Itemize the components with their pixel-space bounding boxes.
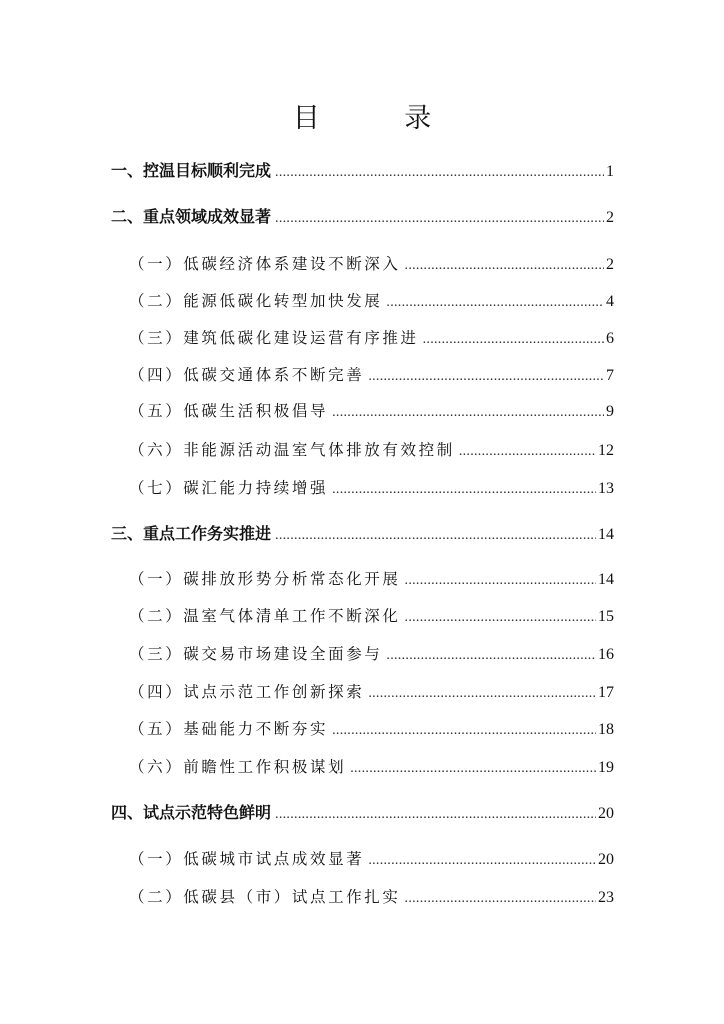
dot-leader [350, 756, 596, 782]
toc-entry-page-number: 20 [598, 851, 614, 868]
toc-entry-page-number: 18 [598, 721, 614, 738]
dot-leader [332, 400, 604, 426]
toc-entry[interactable] [111, 158, 614, 184]
toc-entry[interactable] [129, 437, 614, 463]
toc-entry[interactable] [129, 884, 614, 910]
toc-entry-page-number: 4 [606, 293, 614, 310]
toc-entry-label: 一、控温目标顺利完成 [111, 161, 272, 180]
toc-entry-label: 三、重点工作务实推进 [111, 524, 272, 543]
dot-leader [332, 718, 596, 744]
toc-entry-page-number: 12 [598, 442, 614, 459]
dot-leader [386, 643, 596, 669]
toc-entry[interactable] [111, 800, 614, 826]
toc-entry[interactable] [111, 521, 614, 547]
toc-entry-label: （三）碳交易市场建设全面参与 [129, 645, 383, 663]
toc-entry-label: （一）低碳经济体系建设不断深入 [129, 255, 401, 273]
toc-entry[interactable] [129, 716, 614, 742]
dot-leader [405, 605, 596, 631]
toc-entry-label: （二）温室气体清单工作不断深化 [129, 607, 401, 625]
toc-entry-page-number: 2 [606, 256, 614, 273]
toc-entry[interactable] [129, 325, 614, 351]
toc-entry-page-number: 20 [598, 805, 614, 822]
toc-entry-label: （二）能源低碳化转型加快发展 [129, 292, 383, 310]
toc-entry-page-number: 1 [606, 163, 614, 180]
toc-entry[interactable] [129, 641, 614, 667]
toc-entry-page-number: 23 [598, 889, 614, 906]
toc-entry-label: （四）低碳交通体系不断完善 [129, 366, 365, 384]
toc-entry-page-number: 13 [598, 480, 614, 497]
dot-leader [368, 848, 596, 874]
toc-entry[interactable] [129, 251, 614, 277]
dot-leader [405, 568, 596, 594]
toc-entry-label: （五）基础能力不断夯实 [129, 720, 329, 738]
toc-entry[interactable] [129, 754, 614, 780]
dot-leader [386, 290, 604, 316]
toc-entry-page-number: 15 [598, 608, 614, 625]
toc-entry-page-number: 9 [606, 403, 614, 420]
dot-leader [275, 206, 604, 232]
toc-entry-label: （三）建筑低碳化建设运营有序推进 [129, 329, 419, 347]
dot-leader [368, 681, 596, 707]
dot-leader [332, 477, 596, 503]
toc-entry[interactable] [129, 288, 614, 314]
toc-entry-page-number: 16 [598, 646, 614, 663]
toc-entry-page-number: 7 [606, 367, 614, 384]
dot-leader [275, 802, 596, 828]
toc-entry-label: 四、试点示范特色鲜明 [111, 803, 272, 822]
toc-entry[interactable] [129, 475, 614, 501]
dot-leader [423, 327, 604, 353]
toc-entry[interactable] [129, 566, 614, 592]
dot-leader [405, 886, 596, 912]
toc-entry-page-number: 2 [606, 209, 614, 226]
dot-leader [275, 160, 604, 186]
toc-entry-page-number: 19 [598, 759, 614, 776]
toc-entry-label: （六）前瞻性工作积极谋划 [129, 758, 347, 776]
toc-entry[interactable] [111, 204, 614, 230]
toc-entry-label: 二、重点领域成效显著 [111, 207, 272, 226]
toc-entry-label: （二）低碳县（市）试点工作扎实 [129, 888, 401, 906]
toc-entry-label: （一）低碳城市试点成效显著 [129, 850, 365, 868]
toc-entry[interactable] [129, 846, 614, 872]
toc-entry-label: （一）碳排放形势分析常态化开展 [129, 570, 401, 588]
toc-entry-label: （五）低碳生活积极倡导 [129, 402, 329, 420]
toc-entry-page-number: 14 [598, 571, 614, 588]
dot-leader [275, 523, 596, 549]
dot-leader [368, 364, 604, 390]
toc-entry-page-number: 6 [606, 330, 614, 347]
toc-entry[interactable] [129, 362, 614, 388]
toc-entry-label: （六）非能源活动温室气体排放有效控制 [129, 441, 455, 459]
toc-entry-label: （四）试点示范工作创新探索 [129, 683, 365, 701]
toc-entry-label: （七）碳汇能力持续增强 [129, 479, 329, 497]
toc-entry-page-number: 14 [598, 526, 614, 543]
toc-entry[interactable] [129, 398, 614, 424]
page-title: 目 录 [292, 103, 470, 134]
toc-entry[interactable] [129, 603, 614, 629]
dot-leader [405, 253, 604, 279]
dot-leader [459, 439, 596, 465]
toc-entry-page-number: 17 [598, 684, 614, 701]
toc-entry[interactable] [129, 679, 614, 705]
